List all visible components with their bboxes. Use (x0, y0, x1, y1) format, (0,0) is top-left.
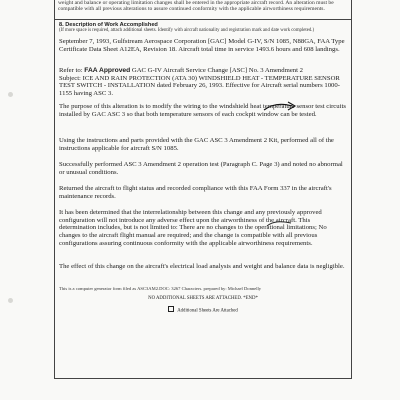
paragraph-electrical-load: The effect of this change on the aircraft's electrical load analysis and weight and balance data is negligible. (59, 263, 345, 270)
punch-hole (8, 298, 13, 303)
reference-approved: FAA Approved (84, 67, 131, 74)
additional-sheets-row (59, 306, 347, 314)
generator-line: This is a computer generator form filed as ASC3AM2.DOC: 3267 Characters. prepared by: Michael Donnelly (59, 286, 262, 291)
section-heading (59, 22, 347, 34)
paragraph-reference (59, 67, 347, 98)
paragraph-determination: It has been determined that the interrelationship between this change and any previously approved configuration will not introduce any adverse effect upon the airworthiness of the aircraft. This determination includes, but is not limited to: There are no changes to the operational limitations; No changes to the aircraft flight manual are required; and the change is compatible with all previous configurations assuring continuous conformity with the applicable airworthiness requirements. (59, 209, 327, 247)
reference-subject: Subject: ICE AND RAIN PROTECTION (ATA 30) WINDSHIELD HEAT - TEMPERATURE SENSOR TEST SWITCH - INSTALLATION dated February 26, 1993. Effective for Aircraft serial numbers 1000-1155 having ASC 3. (59, 74, 340, 98)
section-note: (If more space is required, attach additional sheets. Identify with aircraft nationality and registration mark and date work completed.) (59, 28, 315, 33)
paragraph-aircraft-info: September 7, 1993, Gulfstream Aerospace Corporation [GAC] Model G-IV, S/N 1085, N88GA, FAA Type Certificate Data Sheet A12EA, Revision 18. Aircraft total time in service 1493.6 hours and 608 landings. (59, 38, 345, 53)
section-title: 8. Description of Work Accomplished (59, 22, 158, 28)
paragraph-return-to-service: Returned the aircraft to flight status and recorded compliance with this FAA Form 337 in the aircraft's maintenance records. (59, 185, 332, 200)
pen-arrow-mark (262, 100, 302, 114)
paragraph-operation-test: Successfully performed ASC 3 Amendment 2 operation test (Paragraph C. Page 3) and noted no abnormal or unusual conditions. (59, 161, 343, 176)
punch-hole (8, 92, 13, 97)
paragraph-instructions: Using the instructions and parts provided with the GAC ASC 3 Amendment 2 Kit, performed all of the instructions applicable for aircraft S/N 1085. (59, 137, 334, 152)
reference-service-change: GAC G-IV Aircraft Service Change [ASC] No. 3 Amendment 2 (131, 67, 304, 74)
end-line: NO ADDITIONAL SHEETS ARE ATTACHED. *END* (148, 296, 258, 301)
pen-stroke-mark (265, 219, 295, 229)
header-text: weight and balance or operating limitation changes shall be entered in the appropriate aircraft record. An alteration must be compatible with all previous alterations to assure continued conformity with the applicable airworthiness requirements. (58, 0, 334, 13)
reference-prefix: Refer to: (59, 67, 83, 74)
additional-sheets-label: Additional Sheets Are Attached (177, 308, 238, 314)
paragraph-purpose: The purpose of this alteration is to modify the wiring to the windshield heat temperature sensor test circuits installed by GAC ASC 3 so that both temperature sensors of each cockpit window can be tested. (59, 103, 346, 118)
additional-sheets-checkbox[interactable] (168, 306, 174, 312)
